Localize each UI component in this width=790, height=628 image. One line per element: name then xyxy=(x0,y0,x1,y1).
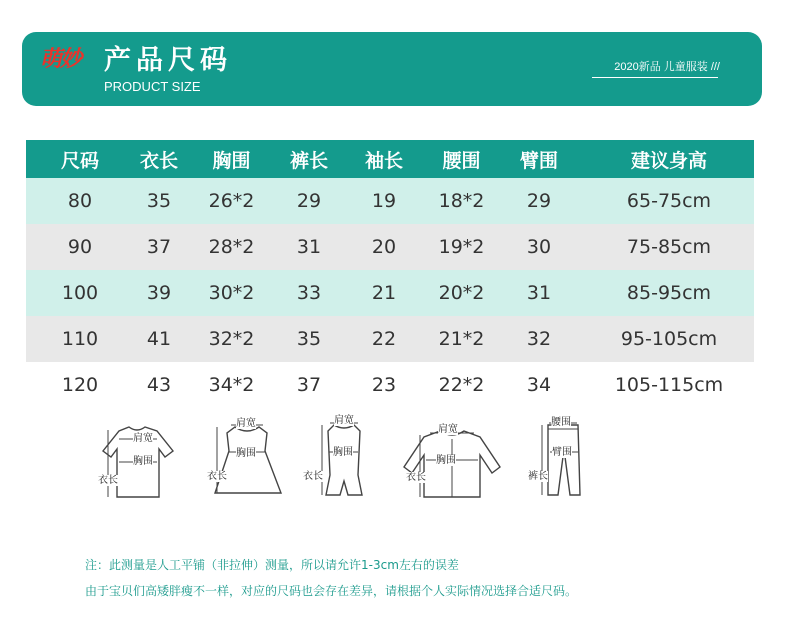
chest-label: 胸围 xyxy=(236,448,256,459)
table-cell: 35 xyxy=(296,328,322,350)
table-cell: 41 xyxy=(146,328,172,350)
table-cell: 75-85cm xyxy=(626,236,712,258)
table-cell: 65-75cm xyxy=(626,190,712,212)
table-cell: 21*2 xyxy=(438,328,485,350)
chest-label: 胸围 xyxy=(436,455,456,466)
table-cell: 20*2 xyxy=(438,282,485,304)
table-row xyxy=(26,362,754,408)
length-label: 衣长 xyxy=(406,472,426,483)
length-label: 衣长 xyxy=(207,471,227,482)
table-row xyxy=(26,316,754,362)
page-title: 产品尺码 xyxy=(104,45,232,76)
header-banner xyxy=(22,32,762,106)
header-height: 建议身高 xyxy=(630,149,707,172)
measurement-diagrams xyxy=(0,405,790,515)
romper-diagram xyxy=(300,405,385,510)
table-cell: 120 xyxy=(61,374,99,396)
table-cell: 30*2 xyxy=(208,282,255,304)
chest-label: 胸围 xyxy=(333,447,353,458)
table-cell: 28*2 xyxy=(208,236,255,258)
table-cell: 34 xyxy=(526,374,552,396)
table-cell: 32*2 xyxy=(208,328,255,350)
length-label: 衣长 xyxy=(303,471,323,482)
arm-label: 臂围 xyxy=(552,447,572,458)
table-cell: 22 xyxy=(371,328,397,350)
table-row xyxy=(26,178,754,224)
length-label: 衣长 xyxy=(98,475,118,486)
table-cell: 95-105cm xyxy=(620,328,718,350)
shoulder-label: 肩宽 xyxy=(438,424,458,435)
table-cell: 29 xyxy=(526,190,552,212)
shoulder-label: 肩宽 xyxy=(236,418,256,429)
table-cell: 43 xyxy=(146,374,172,396)
chest-label: 胸围 xyxy=(133,456,153,467)
table-cell: 80 xyxy=(67,190,93,212)
header-chest: 胸围 xyxy=(212,149,251,172)
table-cell: 110 xyxy=(61,328,99,350)
tagline: 2020新品 儿童服装 /// xyxy=(614,61,720,73)
header-length: 衣长 xyxy=(139,149,178,172)
pant-length-label: 裤长 xyxy=(528,471,548,482)
table-cell: 21 xyxy=(371,282,397,304)
table-cell: 23 xyxy=(371,374,397,396)
table-cell: 35 xyxy=(146,190,172,212)
table-cell: 26*2 xyxy=(208,190,255,212)
header-waist: 腰围 xyxy=(442,149,481,172)
tagline-underline xyxy=(592,77,718,78)
table-cell: 33 xyxy=(296,282,322,304)
header-arm: 臂围 xyxy=(519,149,558,172)
page-subtitle: PRODUCT SIZE xyxy=(104,79,201,94)
brand-logo: 萌妙 xyxy=(40,46,81,72)
size-advice-note: 由于宝贝们高矮胖瘦不一样，对应的尺码也会存在差异，请根据个人实际情况选择合适尺码。 xyxy=(85,584,578,598)
dress-diagram xyxy=(205,405,290,510)
table-cell: 37 xyxy=(296,374,322,396)
header-sleeve: 袖长 xyxy=(364,149,403,172)
table-cell: 19*2 xyxy=(438,236,485,258)
table-cell: 105-115cm xyxy=(614,374,724,396)
measurement-note: 注：此测量是人工平铺（非拉伸）测量，所以请允许1-3cm左右的误差 xyxy=(85,558,459,572)
jacket-diagram xyxy=(400,405,505,510)
size-table xyxy=(26,140,754,408)
header-pant-length: 裤长 xyxy=(289,149,328,172)
table-cell: 22*2 xyxy=(438,374,485,396)
table-row xyxy=(26,270,754,316)
shoulder-label: 肩宽 xyxy=(334,415,354,426)
table-cell: 19 xyxy=(371,190,397,212)
table-cell: 30 xyxy=(526,236,552,258)
waist-label: 腰围 xyxy=(551,417,571,428)
table-cell: 32 xyxy=(526,328,552,350)
table-cell: 18*2 xyxy=(438,190,485,212)
shoulder-label: 肩宽 xyxy=(133,433,153,444)
table-cell: 85-95cm xyxy=(626,282,712,304)
table-cell: 31 xyxy=(526,282,552,304)
table-cell: 29 xyxy=(296,190,322,212)
pants-diagram xyxy=(520,405,590,510)
table-cell: 34*2 xyxy=(208,374,255,396)
table-row xyxy=(26,224,754,270)
table-header xyxy=(26,140,754,178)
table-cell: 20 xyxy=(371,236,397,258)
tshirt-diagram xyxy=(95,405,185,510)
table-cell: 100 xyxy=(61,282,99,304)
table-cell: 37 xyxy=(146,236,172,258)
header-size: 尺码 xyxy=(60,149,99,172)
table-cell: 39 xyxy=(146,282,172,304)
table-cell: 31 xyxy=(296,236,322,258)
table-cell: 90 xyxy=(67,236,93,258)
